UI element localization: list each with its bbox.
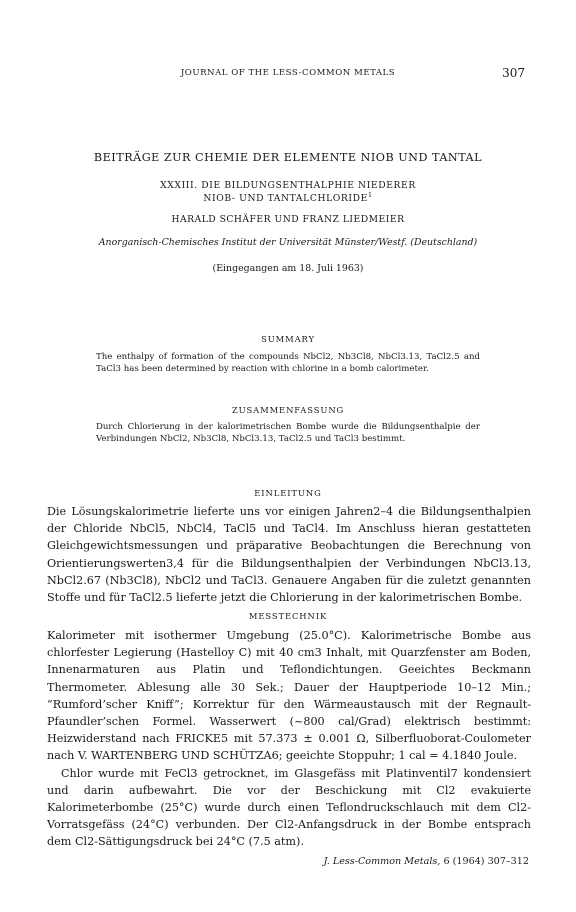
messtechnik-paragraph-2: Chlor wurde mit FeCl3 getrocknet, im Glasgefäss mit Platinventil7 kondensiert und darin aufbewahrt. Die vor der Beschickung mit Cl2 evakuierte Kalorimeterbombe (25°C) wurde durch einen Teflondruckschlauch mit dem Cl2-Vorratsgefäss (24°C) verbunden. Der Cl2-Anfangsdruck in der Bombe entsprach dem Cl2-Sättigungsdruck bei 24°C (7.5 atm).	[47, 766, 531, 849]
einleitung-paragraph: Die Lösungskalorimetrie lieferte uns vor einigen Jahren2–4 die Bildungsenthalpien der Chloride NbCl5, NbCl4, TaCl5 und TaCl4. Im Anschluss hieran gestatteten Gleichgewichtsmessungen und präparative Beobachtungen die Berechnung von Orientierungswerten3,4 für die Bildungsenthalpien der Verbindungen NbCl3.13, NbCl2.67 (Nb3Cl8), NbCl2 und TaCl3. Genauere Angaben für die zuletzt genannten Stoffe und für TaCl2.5 lieferte jetzt die Chlorierung in der kalorimetrischen Bombe.	[47, 505, 531, 605]
journal-name: JOURNAL OF THE LESS-COMMON METALS	[180, 68, 396, 78]
einleitung-heading: EINLEITUNG	[254, 488, 322, 498]
article-subtitle-line2	[47, 190, 529, 204]
zusammenfassung-text: Durch Chlorierung in der kalorimetrischen Bombe wurde die Bildungsenthalpie der Verbindungen NbCl2, Nb3Cl8, NbCl3.13, TaCl2.5 und TaCl3 bestimmt.	[96, 422, 480, 444]
messtechnik-body	[47, 627, 531, 851]
authors: HARALD SCHÄFER UND FRANZ LIEDMEIER	[171, 214, 405, 225]
article-subtitle-line1: XXXIII. DIE BILDUNGSENTHALPHIE NIEDERER	[160, 180, 416, 191]
summary-text: The enthalpy of formation of the compounds NbCl2, Nb3Cl8, NbCl3.13, TaCl2.5 and TaCl3 has been determined by reaction with chlorine in a bomb calorimeter.	[96, 352, 480, 374]
messtechnik-heading: MESSTECHNIK	[248, 611, 328, 621]
running-header	[47, 68, 529, 84]
messtechnik-paragraph-1: Kalorimeter mit isothermer Umgebung (25.0°C). Kalorimetrische Bombe aus chlorfester Legierung (Hastelloy C) mit 40 cm3 Inhalt, mit Quarzfenster am Boden, Innenarmaturen aus Platin und Teflondichtungen. Geeichtes Beckmann Thermometer. Ablesung alle 30 Sek.; Dauer der Hauptperiode 10–12 Min.; “Rumford’scher Kniff”; Korrektur für den Wärmeaustausch mit der Regnault-Pfaundler’schen Formel. Wasserwert (~800 cal/Grad) elektrisch bestimmt: Heizwiderstand nach FRICKE5 mit 57.373 ± 0.001 Ω, Silberfluoborat-Coulometer nach V. WARTENBERG UND SCHÜTZA6; geeichte Stoppuhr; 1 cal = 4.1840 Joule.	[47, 629, 531, 763]
article-title: BEITRÄGE ZUR CHEMIE DER ELEMENTE NIOB UND TANTAL	[93, 151, 483, 164]
zusammenfassung-heading: ZUSAMMENFASSUNG	[231, 405, 345, 415]
page-number: 307	[502, 66, 525, 80]
einleitung-body	[47, 503, 531, 606]
footnote-mark: 1	[367, 190, 373, 199]
footer-citation: 6 (1964) 307–312	[443, 856, 529, 867]
citation-footer	[324, 856, 529, 867]
footer-journal: J. Less-Common Metals,	[323, 856, 441, 867]
subtitle-text: NIOB- UND TANTALCHLORIDE	[203, 193, 368, 204]
summary-heading: SUMMARY	[261, 334, 315, 344]
institution: Anorganisch-Chemisches Institut der Universität Münster/Westf. (Deutschland)	[98, 237, 478, 248]
received-date: (Eingegangen am 18. Juli 1963)	[212, 263, 364, 274]
